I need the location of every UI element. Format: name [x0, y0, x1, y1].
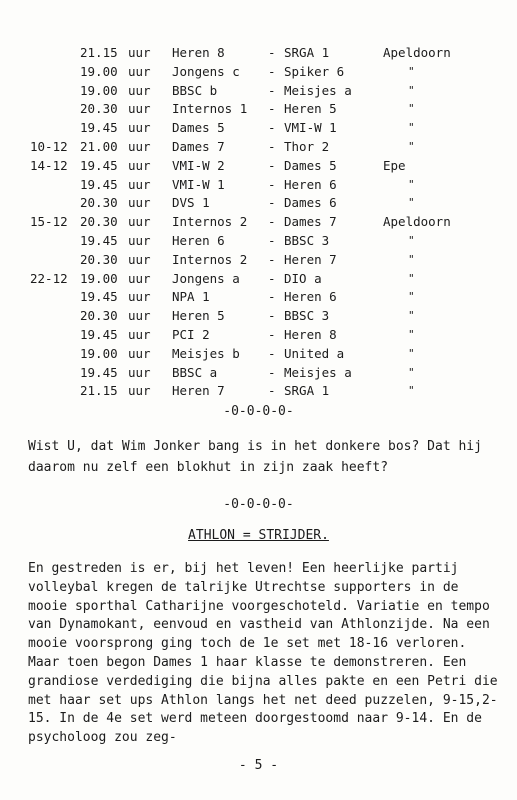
schedule-home: BBSC a: [172, 364, 218, 380]
schedule-time: 19.45: [80, 120, 118, 136]
schedule-date: 14-12: [30, 157, 68, 173]
schedule-home: Heren 8: [172, 45, 225, 60]
schedule-dash: -: [268, 383, 276, 399]
article-body: En gestreden is er, bij het leven! Een heerlijke partij volleybal kregen de talrijke Utrechtse supporters in de mooie sporthal Catharijne voorgeschoteld. Variatie en tempo van Dynamokant, eenvoud en vastheid van Athlonzijde. Na een mooie voorsprong ging toch de 1e set met 18-16 verloren. Maar toen begon Dames 1 haar klasse te demonstreren. Een grandiose verdediging die bijna alles pakte en een Petri die met haar set ups Athlon langs het net deed puzzelen, 9-15,2-15. In de 4e set werd meteen doorgestoomd naar 9-14. En de psycholoog zou zeg-: [28, 561, 498, 746]
schedule-home: Jongens a: [172, 270, 240, 286]
schedule-away: SRGA 1: [284, 383, 330, 399]
schedule-time: 19.00: [80, 82, 118, 98]
schedule-venue: ": [408, 384, 415, 398]
schedule-row: [0, 326, 517, 344]
schedule-time: 19.45: [80, 364, 118, 380]
schedule-row: [0, 138, 517, 156]
schedule-dash: -: [268, 176, 276, 192]
schedule-uur: uur: [128, 82, 151, 98]
schedule-date: 22-12: [30, 270, 68, 286]
schedule-dash: -: [268, 364, 276, 380]
schedule-dash: -: [268, 214, 276, 230]
page-number: - 5 -: [238, 758, 279, 773]
schedule-time: 19.45: [80, 233, 118, 248]
schedule-away: Meisjes a: [284, 364, 352, 380]
schedule-dash: -: [268, 82, 276, 98]
schedule-dash: -: [268, 251, 276, 267]
schedule-uur: uur: [128, 139, 151, 154]
schedule-home: Heren 6: [172, 233, 225, 248]
schedule-away: DIO a: [284, 270, 322, 286]
schedule-home: Heren 5: [172, 308, 225, 324]
schedule-uur: uur: [128, 176, 151, 192]
schedule-uur: uur: [128, 157, 151, 173]
schedule-venue: ": [408, 177, 415, 191]
schedule-venue: ": [408, 102, 415, 116]
schedule-row: [0, 119, 517, 137]
schedule-away: Heren 8: [284, 327, 337, 342]
schedule-home: BBSC b: [172, 82, 218, 98]
schedule-time: 19.00: [80, 270, 118, 286]
schedule-away: SRGA 1: [284, 45, 330, 60]
schedule-venue: ": [408, 121, 415, 135]
schedule-row: [0, 157, 517, 175]
schedule-uur: uur: [128, 101, 151, 117]
schedule-time: 19.45: [80, 157, 118, 173]
schedule-away: Heren 5: [284, 101, 337, 117]
schedule-row: [0, 232, 517, 250]
schedule-home: VMI-W 1: [172, 176, 225, 192]
schedule-home: DVS 1: [172, 195, 210, 211]
wist-u-paragraph: Wist U, dat Wim Jonker bang is in het donkere bos? Dat hij daarom nu zelf een blokhut in zijn zaak heeft?: [28, 439, 482, 475]
schedule-uur: uur: [128, 345, 151, 361]
schedule-row: [0, 251, 517, 269]
schedule-dash: -: [268, 289, 276, 305]
article-heading-text: ATHLON = STRIJDER.: [188, 528, 329, 543]
schedule-away: BBSC 3: [284, 308, 330, 324]
schedule-home: NPA 1: [172, 289, 210, 305]
schedule-away: Dames 5: [284, 157, 337, 173]
schedule-away: Heren 6: [284, 289, 337, 305]
schedule-venue: ": [408, 64, 415, 78]
schedule-venue: Apeldoorn: [383, 45, 451, 60]
schedule-uur: uur: [128, 120, 151, 136]
schedule-venue: ": [408, 271, 415, 285]
schedule-time: 19.45: [80, 176, 118, 192]
schedule-venue: ": [408, 328, 415, 341]
schedule-venue: ": [408, 234, 415, 247]
schedule-home: PCI 2: [172, 327, 210, 342]
schedule-home: Internos 1: [172, 101, 248, 117]
schedule-dash: -: [268, 233, 276, 248]
section-divider: -0-0-0-0-: [223, 497, 294, 512]
schedule-dash: -: [268, 327, 276, 342]
section-divider: -0-0-0-0-: [223, 404, 294, 419]
schedule-away: Heren 7: [284, 251, 337, 267]
schedule-venue: ": [408, 252, 415, 266]
schedule-time: 19.00: [80, 63, 118, 79]
schedule-row: [0, 44, 517, 62]
schedule-away: Dames 7: [284, 214, 337, 230]
schedule-time: 19.45: [80, 327, 118, 342]
schedule-venue: ": [408, 140, 415, 153]
schedule-venue: ": [408, 346, 415, 360]
schedule-dash: -: [268, 270, 276, 286]
schedule-time: 21.15: [80, 383, 118, 399]
schedule-away: Heren 6: [284, 176, 337, 192]
schedule-home: Heren 7: [172, 383, 225, 399]
schedule-uur: uur: [128, 270, 151, 286]
schedule-dash: -: [268, 45, 276, 60]
schedule-venue: ": [408, 290, 415, 304]
schedule-home: Dames 7: [172, 139, 225, 154]
schedule-dash: -: [268, 120, 276, 136]
schedule-home: Internos 2: [172, 251, 248, 267]
schedule-venue: Apeldoorn: [383, 214, 451, 230]
schedule-away: VMI-W 1: [284, 120, 337, 136]
schedule-dash: -: [268, 308, 276, 324]
schedule-time: 20.30: [80, 308, 118, 324]
schedule-uur: uur: [128, 251, 151, 267]
schedule-uur: uur: [128, 327, 151, 342]
schedule-uur: uur: [128, 383, 151, 399]
schedule-home: Dames 5: [172, 120, 225, 136]
schedule-away: Spiker 6: [284, 63, 345, 79]
schedule-venue: ": [408, 83, 415, 97]
schedule-home: Jongens c: [172, 63, 240, 79]
schedule-venue: ": [408, 196, 415, 210]
schedule-uur: uur: [128, 233, 151, 248]
schedule-time: 21.15: [80, 45, 118, 60]
schedule-away: United a: [284, 345, 345, 361]
schedule-home: Internos 2: [172, 214, 248, 230]
schedule-away: BBSC 3: [284, 233, 330, 248]
schedule-away: Meisjes a: [284, 82, 352, 98]
schedule-time: 20.30: [80, 101, 118, 117]
schedule-row: [0, 288, 517, 306]
schedule-dash: -: [268, 63, 276, 79]
schedule-time: 20.30: [80, 251, 118, 267]
article-heading: [0, 528, 517, 543]
schedule-uur: uur: [128, 289, 151, 305]
schedule-row: [0, 382, 517, 400]
schedule-dash: -: [268, 157, 276, 173]
schedule-uur: uur: [128, 364, 151, 380]
schedule-dash: -: [268, 101, 276, 117]
schedule-venue: ": [408, 309, 415, 323]
schedule-time: 21.00: [80, 139, 118, 154]
schedule-time: 20.30: [80, 214, 118, 230]
schedule-dash: -: [268, 195, 276, 211]
schedule-home: VMI-W 2: [172, 157, 225, 173]
schedule-date: 10-12: [30, 139, 68, 154]
schedule-row: [0, 176, 517, 194]
schedule-row: [0, 345, 517, 363]
schedule-dash: -: [268, 139, 276, 154]
schedule-row: [0, 63, 517, 81]
schedule-row: [0, 82, 517, 100]
schedule-row: [0, 307, 517, 325]
schedule-uur: uur: [128, 63, 151, 79]
schedule-venue: Epe: [383, 157, 406, 173]
schedule-time: 20.30: [80, 195, 118, 211]
schedule-date: 15-12: [30, 214, 68, 230]
schedule-row: [0, 270, 517, 288]
schedule-uur: uur: [128, 214, 151, 230]
schedule-uur: uur: [128, 45, 151, 60]
schedule-uur: uur: [128, 308, 151, 324]
schedule-away: Dames 6: [284, 195, 337, 211]
schedule-time: 19.45: [80, 289, 118, 305]
schedule-row: [0, 194, 517, 212]
schedule-time: 19.00: [80, 345, 118, 361]
schedule-row: [0, 364, 517, 382]
schedule-home: Meisjes b: [172, 345, 240, 361]
schedule-uur: uur: [128, 195, 151, 211]
schedule-row: [0, 100, 517, 118]
schedule-row: [0, 213, 517, 231]
schedule-dash: -: [268, 345, 276, 361]
schedule-venue: ": [408, 365, 415, 379]
schedule-away: Thor 2: [284, 139, 330, 154]
